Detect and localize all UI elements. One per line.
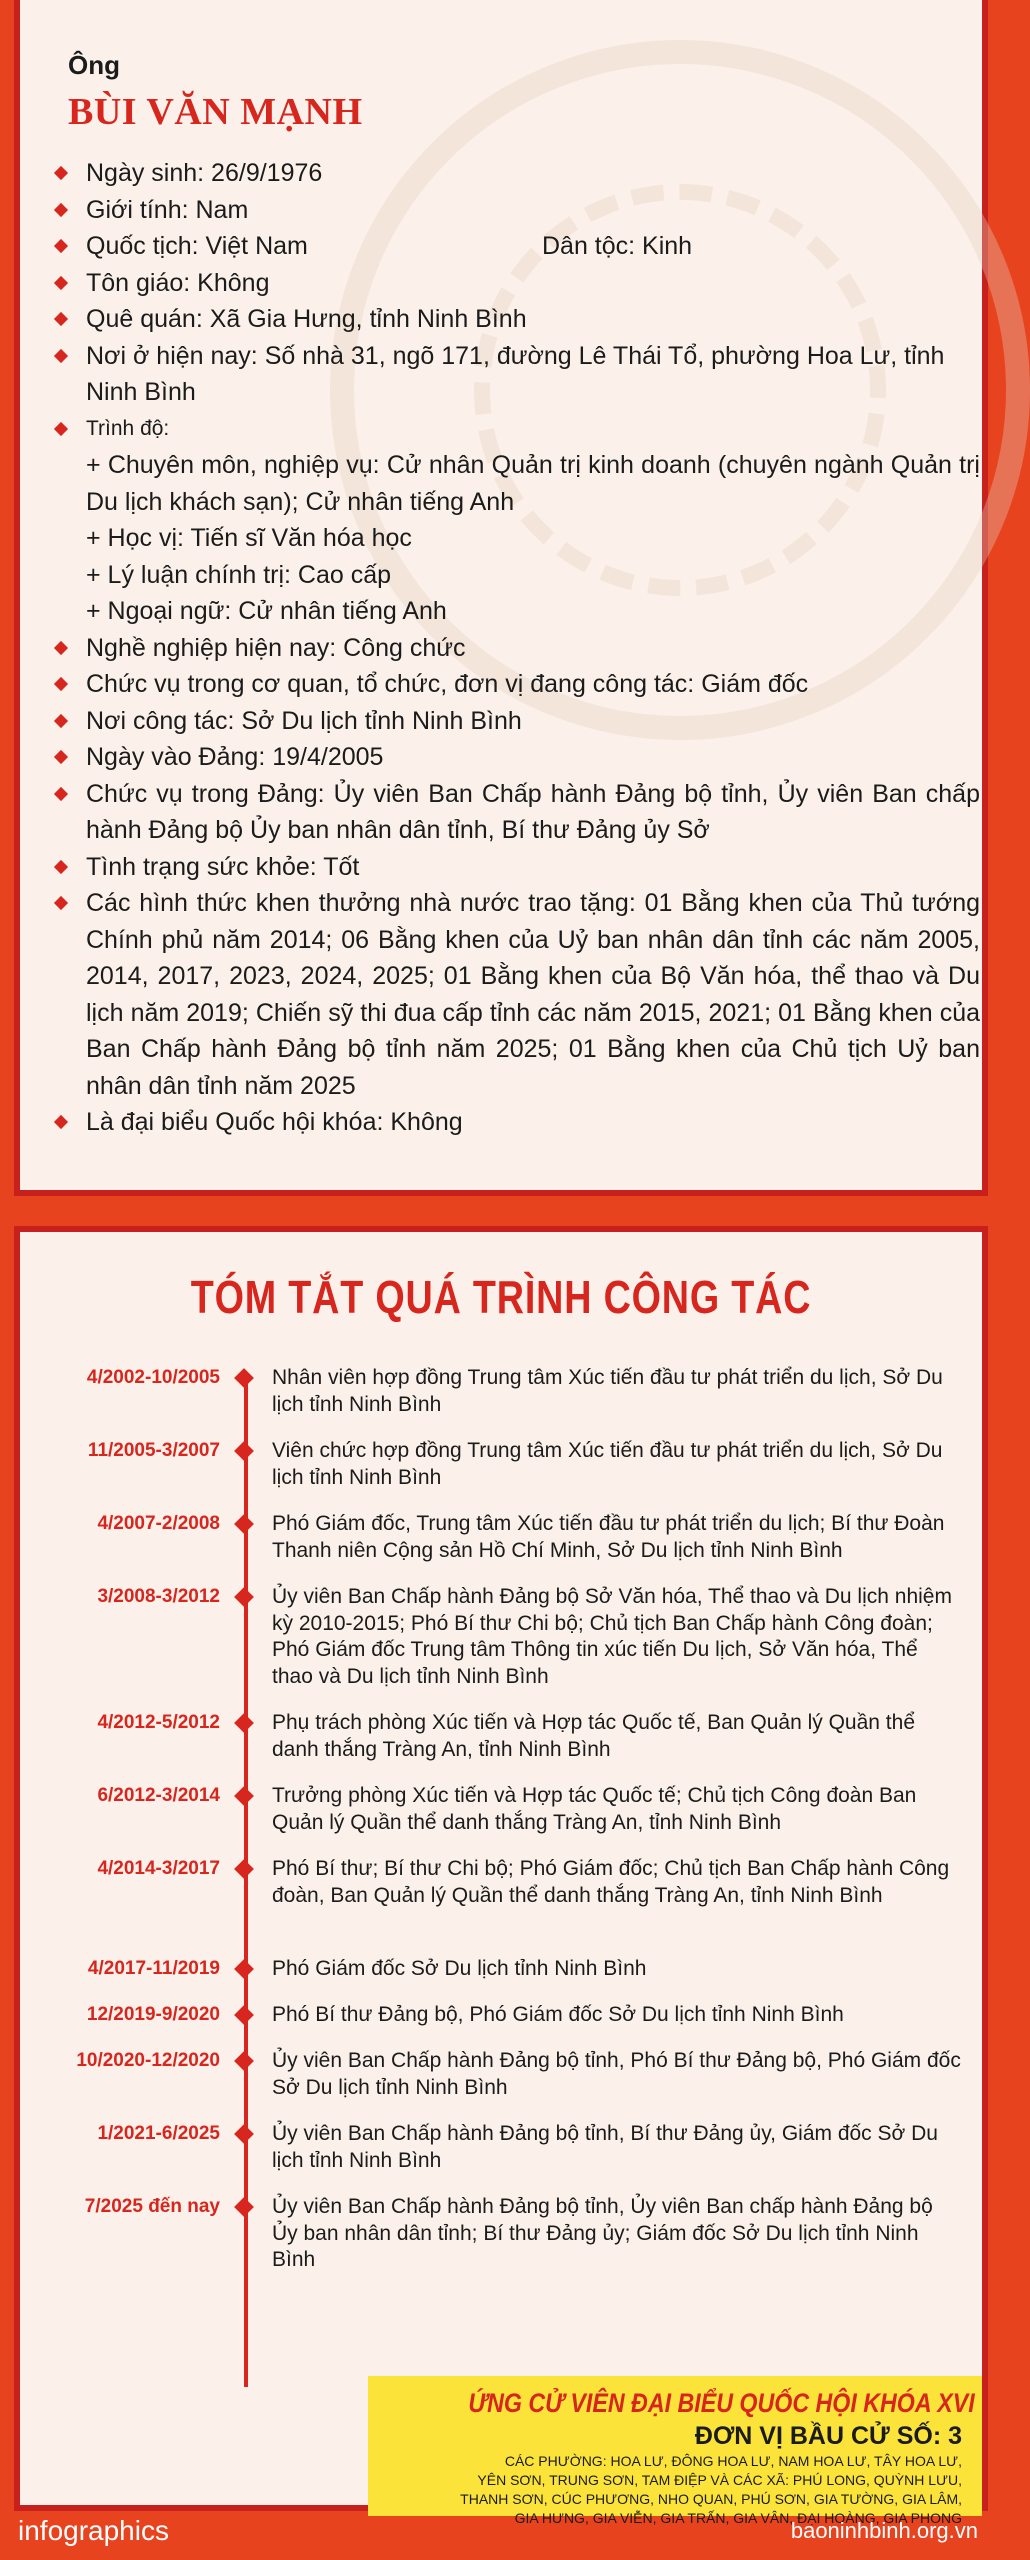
info-text: Nơi ở hiện nay: Số nhà 31, ngõ 171, đường Lê Thái Tổ, phường Hoa Lư, tỉnh Ninh Bình xyxy=(86,341,945,406)
info-text: Chức vụ trong cơ quan, tổ chức, đơn vị đang công tác: Giám đốc xyxy=(86,670,809,698)
site-link[interactable]: baoninhbinh.org.vn xyxy=(790,2518,978,2543)
timeline-date: 4/2017-11/2019 xyxy=(87,1958,220,1979)
person-name: BÙI VĂN MẠNH xyxy=(68,91,363,133)
timeline-diamond-icon xyxy=(234,2005,254,2025)
timeline-desc: Viên chức hợp đồng Trung tâm Xúc tiến đầu tư phát triển du lịch, Sở Du lịch tỉnh Ninh Bình xyxy=(272,1439,943,1489)
timeline-date: 4/2007-2/2008 xyxy=(97,1513,220,1534)
area-line: THANH SƠN, CÚC PHƯƠNG, NHO QUAN, PHÚ SƠN, GIA TƯỜNG, GIA LÂM, xyxy=(460,2491,962,2507)
profile-panel xyxy=(14,0,988,1196)
timeline-date: 4/2014-3/2017 xyxy=(97,1858,220,1879)
info-text: Là đại biểu Quốc hội khóa: Không xyxy=(86,1108,463,1136)
info-hometown xyxy=(50,301,980,338)
info-religion xyxy=(50,265,980,302)
education-major: + Chuyên môn, nghiệp vụ: Cử nhân Quản trị kinh doanh (chuyên ngành Quản trị Du lịch khách sạn); Cử nhân tiếng Anh xyxy=(86,451,980,516)
info-ethnicity: Dân tộc: Kinh xyxy=(542,232,693,260)
diamond-bullet-icon xyxy=(54,713,68,727)
timeline-diamond-icon xyxy=(234,1441,254,1461)
diamond-bullet-icon xyxy=(54,786,68,800)
info-text: Ngày vào Đảng: 19/4/2005 xyxy=(86,743,384,771)
info-text: Nghề nghiệp hiện nay: Công chức xyxy=(86,633,466,662)
timeline-date: 10/2020-12/2020 xyxy=(76,2050,220,2071)
timeline-diamond-icon xyxy=(234,2124,254,2144)
info-party-date xyxy=(50,739,980,776)
timeline-desc: Ủy viên Ban Chấp hành Đảng bộ Sở Văn hóa, Thể thao và Du lịch nhiệm kỳ 2010-2015; Phó Bí thư Chi bộ; Chủ tịch Ban Chấp hành Công đoàn; Phó Giám đốc Trung tâm Thông tin xúc tiến Du lịch, Sở Văn hóa, Thể thao và Du lịch tỉnh Ninh Bình xyxy=(272,1585,952,1688)
info-text: Giới tính: Nam xyxy=(86,195,249,224)
education-political: + Lý luận chính trị: Cao cấp xyxy=(86,560,392,589)
diamond-bullet-icon xyxy=(54,677,68,691)
timeline-desc: Phó Bí thư; Bí thư Chi bộ; Phó Giám đốc; Chủ tịch Ban Chấp hành Công đoàn, Ban Quản lý Quần thể danh thắng Tràng An, tỉnh Ninh Bình xyxy=(272,1857,950,1907)
timeline-date: 12/2019-9/2020 xyxy=(86,2004,220,2025)
diamond-bullet-icon xyxy=(54,239,68,253)
diamond-bullet-icon xyxy=(54,896,68,910)
timeline-diamond-icon xyxy=(234,1713,254,1733)
timeline-desc: Ủy viên Ban Chấp hành Đảng bộ tỉnh, Phó Bí thư Đảng bộ, Phó Giám đốc Sở Du lịch tỉnh Ninh Bình xyxy=(272,2049,961,2099)
timeline-diamond-icon xyxy=(234,1786,254,1806)
info-position xyxy=(50,666,980,703)
area-line: CÁC PHƯỜNG: HOA LƯ, ĐÔNG HOA LƯ, NAM HOA LƯ, TÂY HOA LƯ, xyxy=(504,2453,962,2469)
timeline-desc: Phụ trách phòng Xúc tiến và Hợp tác Quốc tế, Ban Quản lý Quần thể danh thắng Tràng An, tỉnh Ninh Bình xyxy=(272,1711,915,1761)
brand-label: infographics xyxy=(18,2515,169,2546)
timeline-date: 7/2025 đến nay xyxy=(84,2196,220,2217)
constituency-unit: ĐƠN VỊ BẦU CỬ SỐ: 3 xyxy=(694,2422,962,2450)
timeline-diamond-icon xyxy=(234,1514,254,1534)
timeline-date: 4/2012-5/2012 xyxy=(97,1712,220,1733)
info-text: Tình trạng sức khỏe: Tốt xyxy=(86,852,360,881)
candidate-title: ỨNG CỬ VIÊN ĐẠI BIỂU QUỐC HỘI KHÓA XVI xyxy=(468,2388,975,2418)
timeline-desc: Phó Giám đốc Sở Du lịch tỉnh Ninh Bình xyxy=(272,1957,647,1980)
profile-info-list xyxy=(50,155,980,1141)
career-panel xyxy=(14,1226,988,2526)
info-awards xyxy=(50,885,980,1104)
career-title: TÓM TẮT QUÁ TRÌNH CÔNG TÁC xyxy=(190,1271,812,1323)
timeline-date: 6/2012-3/2014 xyxy=(97,1785,220,1806)
diamond-bullet-icon xyxy=(54,750,68,764)
info-birth xyxy=(50,155,980,192)
info-party-position xyxy=(50,776,980,849)
timeline-desc: Nhân viên hợp đồng Trung tâm Xúc tiến đầu tư phát triển du lịch, Sở Du lịch tỉnh Ninh Bình xyxy=(272,1366,943,1416)
info-text: Các hình thức khen thưởng nhà nước trao tặng: 01 Bằng khen của Thủ tướng Chính phủ năm 2014; 06 Bằng khen của Uỷ ban nhân dân tỉnh các năm 2005, 2014, 2017, 2023, 2024, 2025; 01 Bằng khen của Bộ Văn hóa, thể thao và Du lịch năm 2019; Chiến sỹ thi đua cấp tỉnh các năm 2015, 2021; 01 Bằng khen của Ban Chấp hành Đảng bộ tỉnh năm 2025; 01 Bằng khen của Chủ tịch Uỷ ban nhân dân tỉnh năm 2025 xyxy=(86,889,980,1100)
timeline-desc: Phó Bí thư Đảng bộ, Phó Giám đốc Sở Du lịch tỉnh Ninh Bình xyxy=(272,2003,844,2026)
timeline-date: 11/2005-3/2007 xyxy=(87,1440,220,1461)
info-na-delegate xyxy=(50,1104,980,1141)
diamond-bullet-icon xyxy=(54,859,68,873)
timeline-date: 3/2008-3/2012 xyxy=(97,1586,220,1607)
info-text: Nơi công tác: Sở Du lịch tỉnh Ninh Bình xyxy=(86,706,522,735)
info-occupation xyxy=(50,630,980,667)
timeline-date: 4/2002-10/2005 xyxy=(86,1367,220,1388)
info-gender xyxy=(50,192,980,229)
diamond-bullet-icon xyxy=(54,312,68,326)
info-text: Quê quán: Xã Gia Hưng, tỉnh Ninh Bình xyxy=(86,305,527,333)
info-text: Ngày sinh: 26/9/1976 xyxy=(86,159,323,187)
timeline-diamond-icon xyxy=(234,2051,254,2071)
diamond-bullet-icon xyxy=(54,640,68,654)
timeline-desc: Phó Giám đốc, Trung tâm Xúc tiến đầu tư phát triển du lịch; Bí thư Đoàn Thanh niên Cộng sản Hồ Chí Minh, Sở Du lịch tỉnh Ninh Bình xyxy=(272,1512,945,1562)
info-nationality xyxy=(50,228,980,265)
timeline-diamond-icon xyxy=(234,1959,254,1979)
diamond-bullet-icon xyxy=(54,421,68,435)
timeline-diamond-icon xyxy=(234,1859,254,1879)
info-health xyxy=(50,849,980,886)
info-education-label xyxy=(50,411,980,448)
diamond-bullet-icon xyxy=(54,166,68,180)
timeline-diamond-icon xyxy=(234,2197,254,2217)
diamond-bullet-icon xyxy=(54,1115,68,1129)
area-line: YÊN SƠN, TRUNG SƠN, TAM ĐIỆP VÀ CÁC XÃ: PHÚ LONG, QUỲNH LƯU, xyxy=(477,2472,962,2488)
info-text: Quốc tịch: Việt Nam xyxy=(86,232,308,260)
info-residence xyxy=(50,338,980,411)
timeline-date: 1/2021-6/2025 xyxy=(97,2123,220,2144)
candidate-box xyxy=(368,2376,982,2526)
timeline-diamond-icon xyxy=(234,1368,254,1388)
area-line: GIA HƯNG, GIA VIỄN, GIA TRẤN, GIA VÂN, ĐẠI HOÀNG, GIA PHONG xyxy=(514,2510,962,2526)
honorific: Ông xyxy=(68,50,120,80)
timeline-desc: Ủy viên Ban Chấp hành Đảng bộ tỉnh, Bí thư Đảng ủy, Giám đốc Sở Du lịch tỉnh Ninh Bình xyxy=(272,2122,938,2172)
education-language: + Ngoại ngữ: Cử nhân tiếng Anh xyxy=(86,597,447,625)
timeline-desc: Trưởng phòng Xúc tiến và Hợp tác Quốc tế; Chủ tịch Công đoàn Ban Quản lý Quần thể danh thắng Tràng An, tỉnh Ninh Bình xyxy=(272,1784,917,1834)
diamond-bullet-icon xyxy=(54,348,68,362)
diamond-bullet-icon xyxy=(54,275,68,289)
info-text: Trình độ: xyxy=(86,416,170,440)
info-text: Tôn giáo: Không xyxy=(86,268,270,297)
info-text: Chức vụ trong Đảng: Ủy viên Ban Chấp hành Đảng bộ tỉnh, Ủy viên Ban chấp hành Đảng bộ Ủy ban nhân dân tỉnh, Bí thư Đảng ủy Sở xyxy=(86,779,980,844)
timeline-diamond-icon xyxy=(234,1587,254,1607)
info-workplace xyxy=(50,703,980,740)
diamond-bullet-icon xyxy=(54,202,68,216)
education-degree: + Học vị: Tiến sĩ Văn hóa học xyxy=(86,524,412,552)
timeline-desc: Ủy viên Ban Chấp hành Đảng bộ tỉnh, Ủy viên Ban chấp hành Đảng bộ Ủy ban nhân dân tỉnh; Bí thư Đảng ủy; Giám đốc Sở Du lịch tỉnh Ninh Bình xyxy=(272,2195,933,2271)
